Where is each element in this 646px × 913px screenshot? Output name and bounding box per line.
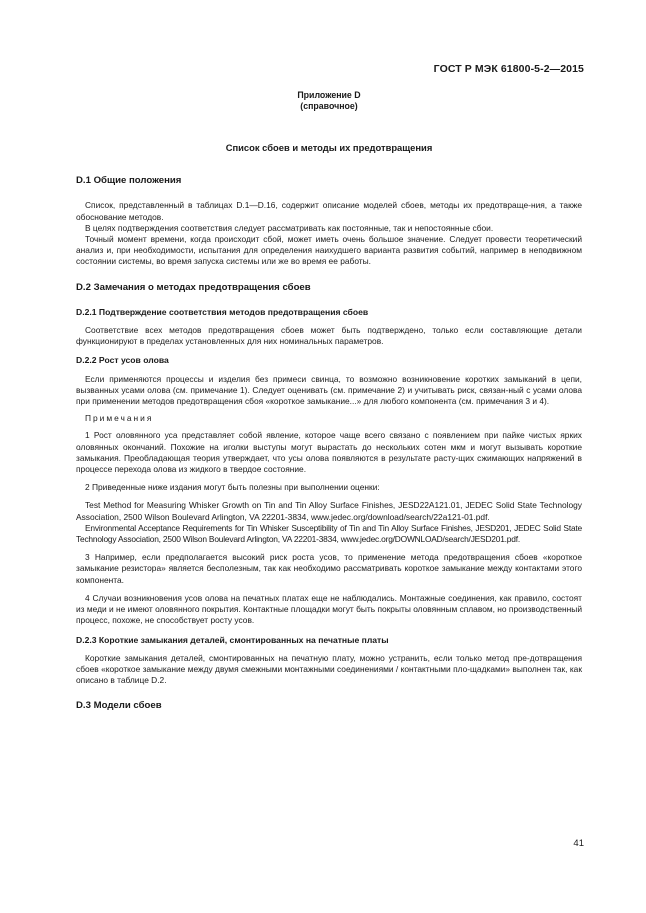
list-title: Список сбоев и методы их предотвращения <box>225 142 433 153</box>
subsection-heading-d22: D.2.2 Рост усов олова <box>76 355 169 366</box>
note-1: 1 Рост оловянного уса представляет собой явление, которое чаще всего связано с появлением при пайке чистых ярких оловянных окончаний. Похожие на иголки выступы могут вырастать до нескольких сотен мкм и могут вызывать короткие замыкания. Преобладающая теория утверждает, что усы олова появляются в результате расту-щих сжимающих напряжений в процессе перехода олова из жидкого в твердое состояние. <box>76 430 582 475</box>
section-heading-d2: D.2 Замечания о методах предотвращения сбоев <box>76 281 311 293</box>
paragraph: Соответствие всех методов предотвращения сбоев может быть подтверждено, только если составляющие детали функционируют в пределах установленных для них номинальных параметров. <box>76 325 582 347</box>
document-body <box>76 90 582 726</box>
paragraph: Короткие замыкания деталей, смонтированных на печатную плату, можно устранить, если только метод пре-дотвращения сбоев «короткое замыкание между двумя смежными монтажными соединениями / контактными пло-щадками» выполнен так, как описано в таблице D.2. <box>76 652 582 686</box>
annex-title: Приложение D <box>297 90 361 100</box>
section-heading-d3: D.3 Модели сбоев <box>76 700 162 712</box>
notes-heading: Примечания <box>85 413 154 424</box>
paragraph: Точный момент времени, когда происходит сбой, может иметь очень большое значение. Следует провести теоретический анализ и, при необходимости, испытания для определения наихудшего варианта развития событий, например в неподвижном состоянии системы, во время запуска системы или же во время ее работы. <box>76 234 582 267</box>
page-number: 41 <box>573 838 584 849</box>
reference-2: Environmental Acceptance Requirements for Tin Whisker Susceptibility of Tin and Tin Alloy Surface Finishes, JESD201, JEDEC Solid State Technology Association, 2500 Wilson Boulevard Arlington, VA 22201-3834, www.jedec.org/DOWNLOAD/search/JESD201.pdf. <box>76 522 582 545</box>
annex-subtitle: (справочное) <box>300 101 358 111</box>
paragraph: В целях подтверждения соответствия следует рассматривать как постоянные, так и непостоянные сбои. <box>85 222 494 233</box>
section-heading-d1: D.1 Общие положения <box>76 175 182 187</box>
paragraph: Список, представленный в таблицах D.1—D.16, содержит описание моделей сбоев, методы их предотвраще-ния, а также обоснование методов. <box>76 200 582 222</box>
paragraph: Если применяются процессы и изделия без примеси свинца, то возможно возникновение коротких замыканий в цепи, вызванных усами олова (см. примечание 1). Следует оценивать (см. примечание 2) и учитывать риск, связан-ный с усами олова при применении методов предотвращения сбоя «короткое замыкание...» для любого компонента (см. примечания 3 и 4). <box>76 373 582 407</box>
reference-1: Test Method for Measuring Whisker Growth on Tin and Tin Alloy Surface Finishes, JESD22A121.01, JEDEC Solid State Technology Association, 2500 Wilson Boulevard Arlington, VA 22201-3834, www.jedec.org/download/search/22a121-01.pdf. <box>76 500 582 522</box>
subsection-heading-d23: D.2.3 Короткие замыкания деталей, смонтированных на печатные платы <box>76 634 389 645</box>
note-4: 4 Случаи возникновения усов олова на печатных платах еще не наблюдались. Монтажные соединения, как правило, состоят из меди и не имеют оловянного покрытия. Контактные площадки могут быть покрыты оловянным сплавом, но производственный процесс, похоже, не способствует росту усов. <box>76 592 582 626</box>
document-header: ГОСТ Р МЭК 61800-5-2—2015 <box>433 63 584 75</box>
note-2: 2 Приведенные ниже издания могут быть полезны при выполнении оценки: <box>85 482 380 493</box>
note-3: 3 Например, если предполагается высокий риск роста усов, то применение метода предотвращения сбоев «короткое замыкание резистора» является бесполезным, так как необходимо рассматривать короткое замыкание между контактами этого компонента. <box>76 552 582 585</box>
subsection-heading-d21: D.2.1 Подтверждение соответствия методов предотвращения сбоев <box>76 306 369 317</box>
